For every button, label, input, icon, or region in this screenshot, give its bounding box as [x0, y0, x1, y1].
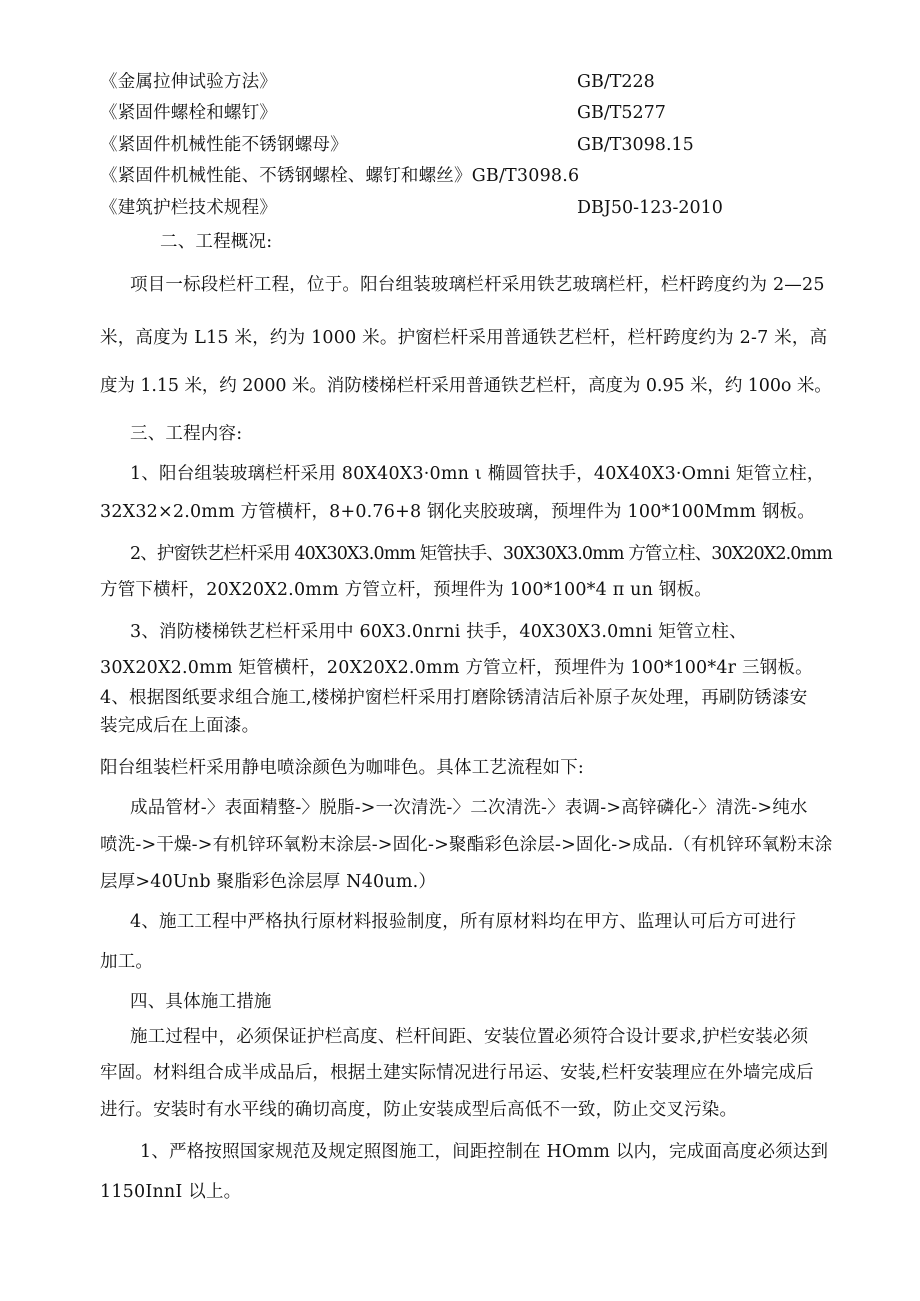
section3-item1-line-2: 32X32×2.0mm 方管横杆，8+0.76+8 钢化夹胶玻璃，预埋件为 100*100Mmm 钢板。 — [100, 502, 816, 522]
section2-line-1: 项目一标段栏杆工程，位于。阳台组装玻璃栏杆采用铁艺玻璃栏杆，栏杆跨度约为 2—25 — [130, 275, 825, 295]
section3-item1-line-1: 1、阳台组装玻璃栏杆采用 80X40X3·0mn ι 椭圆管扶手，40X40X3·Omni 矩管立柱， — [130, 464, 825, 484]
section3-item2-line-1: 2、护窗铁艺栏杆采用 40X30X3.0mm 矩管扶手、30X30X3.0mm 方管立柱、30X20X2.0mm — [130, 544, 832, 564]
section3-item2-line-2: 方管下横杆，20X20X2.0mm 方管立杆，预埋件为 100*100*4 π un 钢板。 — [100, 580, 712, 600]
standard-title-3: 《紧固件机械性能不锈钢螺母》 — [100, 135, 348, 155]
section3-process-line-1: 成品管材-〉表面精整-〉脱脂->一次清洗-〉二次清洗-〉表调->高锌磷化-〉清洗->纯水 — [130, 798, 808, 818]
section3-item4-line-1: 4、根据图纸要求组合施工,楼梯护窗栏杆采用打磨除锈清洁后补原子灰处理，再刷防锈漆安 — [100, 688, 808, 708]
standard-code-1: GB/T228 — [577, 72, 655, 92]
section4-line-2: 牢固。材料组合成半成品后，根据土建实际情况进行吊运、安装,栏杆安装理应在外墙完成后 — [100, 1063, 814, 1083]
section3-item3-line-1: 3、消防楼梯铁艺栏杆采用中 60X3.0nrni 扶手，40X30X3.0mni 矩管立柱、 — [130, 622, 747, 642]
section2-line-2: 米，高度为 L15 米，约为 1000 米。护窗栏杆采用普通铁艺栏杆，栏杆跨度约为 2-7 米，高 — [100, 328, 828, 348]
section3-item4b-line-2: 加工。 — [100, 952, 154, 972]
standard-title-1: 《金属拉伸试验方法》 — [100, 72, 277, 92]
section3-balcony-text: 阳台组装栏杆采用静电喷涂颜色为咖啡色。具体工艺流程如下: — [100, 758, 584, 778]
section3-item4b-line-1: 4、施工工程中严格执行原材料报验制度，所有原材料均在甲方、监理认可后方可进行 — [130, 912, 797, 932]
standard-title-5: 《建筑护栏技术规程》 — [100, 198, 277, 218]
section2-line-3: 度为 1.15 米，约 2000 米。消防楼梯栏杆采用普通铁艺栏杆，高度为 0.95 米，约 100o 米。 — [100, 376, 832, 396]
standard-code-3: GB/T3098.15 — [577, 135, 694, 155]
section3-heading: 三、工程内容: — [130, 424, 243, 444]
section3-item4-line-2: 装完成后在上面漆。 — [100, 716, 260, 736]
section4-heading: 四、具体施工措施 — [130, 992, 272, 1012]
standard-title-2: 《紧固件螺栓和螺钉》 — [100, 103, 277, 123]
section3-process-line-3: 层厚>40Unb 聚脂彩色涂层厚 N40um.） — [100, 872, 437, 892]
section3-process-line-2: 喷洗->干燥->有机锌环氧粉末涂层->固化->聚酯彩色涂层->固化->成品.（有机锌环氧粉末涂 — [100, 835, 833, 855]
standard-title-4: 《紧固件机械性能、不锈钢螺栓、螺钉和螺丝》GB/T3098.6 — [100, 166, 580, 186]
section3-item3-line-2: 30X20X2.0mm 矩管横杆，20X20X2.0mm 方管立杆，预埋件为 100*100*4r 三钢板。 — [100, 658, 813, 678]
section2-heading: 二、工程概况: — [160, 232, 273, 252]
section4-item1-line-1: 1、严格按照国家规范及规定照图施工，间距控制在 HOmm 以内，完成面高度必须达到 — [140, 1142, 829, 1162]
section4-line-1: 施工过程中，必须保证护栏高度、栏杆间距、安装位置必须符合设计要求,护栏安装必须 — [130, 1027, 809, 1047]
standard-code-5: DBJ50-123-2010 — [577, 198, 723, 218]
section4-item1-line-2: 1150InnI 以上。 — [100, 1182, 242, 1202]
section4-line-3: 进行。安装时有水平线的确切高度，防止安装成型后高低不一致，防止交叉污染。 — [100, 1100, 738, 1120]
standard-code-2: GB/T5277 — [577, 103, 666, 123]
